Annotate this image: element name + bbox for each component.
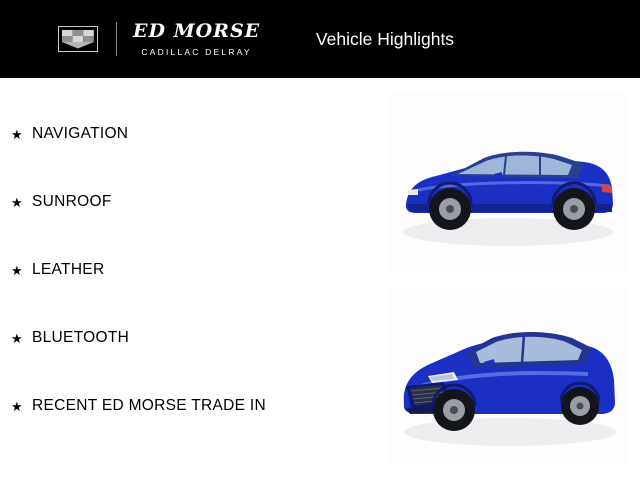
dealer-name: ED MORSE [133,19,261,42]
list-item [0,100,380,168]
vehicle-photo-gallery [388,92,628,466]
brand-divider [116,22,117,56]
feature-label: RECENT ED MORSE TRADE IN [32,397,266,414]
dealer-brand-block [58,19,261,57]
list-item [0,168,380,236]
dealer-name-block [133,19,261,57]
list-item [0,236,380,304]
page-title-text: Vehicle Highlights [315,28,455,49]
star-icon: ★ [11,194,23,210]
feature-list [0,78,380,480]
dealer-subtitle: CADILLAC DELRAY [141,46,252,57]
feature-label: SUNROOF [32,193,112,210]
feature-label: NAVIGATION [32,125,129,142]
cadillac-crest-icon [58,26,98,52]
vehicle-photo-front-three-quarter [388,286,628,466]
list-item [0,372,380,440]
header-bar [0,0,640,78]
feature-label: LEATHER [32,261,105,278]
content-area [0,78,640,480]
feature-label: BLUETOOTH [32,329,130,346]
star-icon: ★ [11,262,23,278]
star-icon: ★ [11,330,23,346]
star-icon: ★ [11,398,23,414]
star-icon: ★ [11,126,23,142]
vehicle-photo-side-profile [388,92,628,272]
list-item [0,304,380,372]
